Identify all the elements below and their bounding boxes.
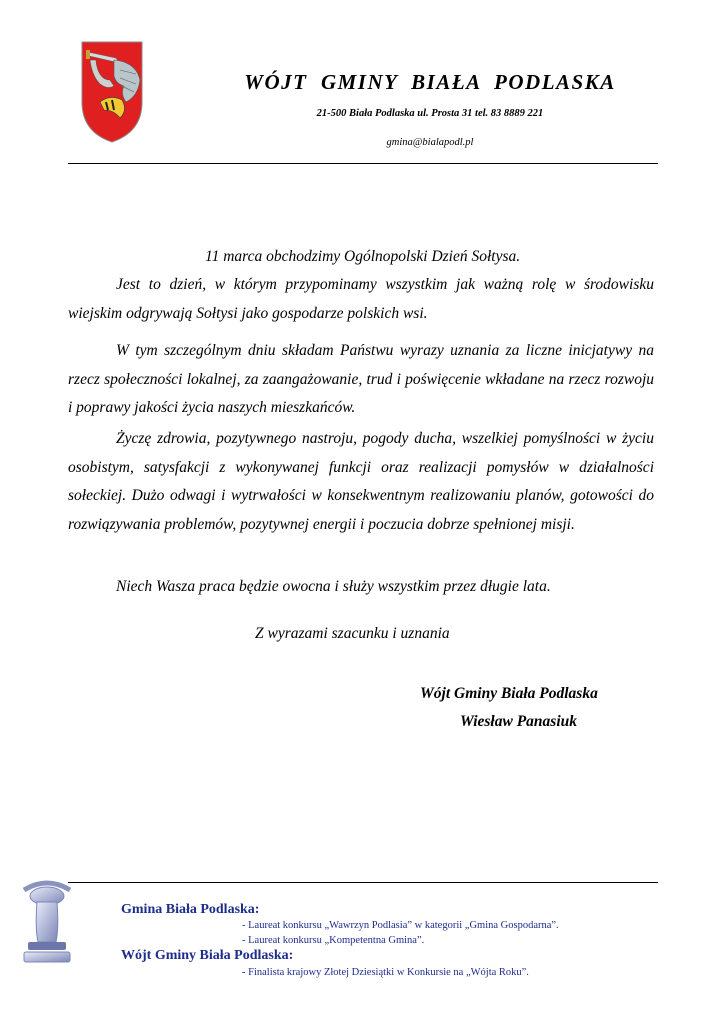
letter-greeting: 11 marca obchodzimy Ogólnopolski Dzień Sołtysa. — [205, 248, 521, 265]
footer-award-item: - Laureat konkursu „Kompetentna Gmina”. — [242, 935, 425, 946]
footer-heading-gmina: Gmina Biała Podlaska: — [121, 902, 260, 917]
letter-paragraph: W tym szczególnym dniu składam Państwu wyrazy uznania za liczne inicjatywy na rzecz społeczności lokalnej, za zaangażowanie, trud i poświęcenie wkładane na rzecz rozwoju i poprawy jakości życia naszych mieszkańców. — [68, 342, 654, 416]
coat-of-arms-icon — [80, 40, 144, 144]
letter-closing: Z wyrazami szacunku i uznania — [255, 625, 450, 642]
award-statue-icon — [10, 868, 85, 978]
letter-paragraph: Życzę zdrowia, pozytywnego nastroju, pogody ducha, wszelkiej pomyślności w życiu osobistym, satysfakcji z wykonywanej funkcji oraz realizacji pomysłów w działalności sołeckiej. Dużo odwagi i wytrwałości w konsekwentnym realizowaniu planów, gotowości do rozwiązywania problemów, pozytywnej energii i poczucia dobrze spełnionej misji. — [68, 430, 654, 533]
letter-paragraph: Niech Wasza praca będzie owocna i służy wszystkim przez długie lata. — [116, 578, 551, 595]
letter-paragraph: Jest to dzień, w którym przypominamy wszystkim jak ważną rolę w środowisku wiejskim odgrywają Sołtysi jako gospodarze polskich wsi. — [68, 276, 654, 322]
footer-wojt-item: Finalista krajowy Złotej Dziesiątki w Konkursie na „Wójta Roku”. — [248, 967, 529, 978]
coat-of-arms — [80, 40, 144, 144]
header-email: gmina@bialapodl.pl — [386, 137, 474, 148]
footer-heading-wojt: Wójt Gminy Biała Podlaska: — [121, 948, 294, 963]
footer-dash: - — [242, 967, 246, 978]
header-divider — [68, 163, 658, 164]
signature-name: Wiesław Panasiuk — [460, 713, 577, 730]
footer-award-item: - Laureat konkursu „Wawrzyn Podlasia” w kategorii „Gmina Gospodarna”. — [242, 920, 559, 931]
footer-award-item — [242, 967, 529, 978]
header-title: WÓJT GMINY BIAŁA PODLASKA — [244, 70, 616, 94]
header-address: 21-500 Biała Podlaska ul. Prosta 31 tel. 83 8889 221 — [316, 108, 544, 119]
signature-title: Wójt Gminy Biała Podlaska — [420, 685, 598, 702]
footer-divider — [68, 882, 658, 883]
award-logo — [10, 868, 85, 978]
